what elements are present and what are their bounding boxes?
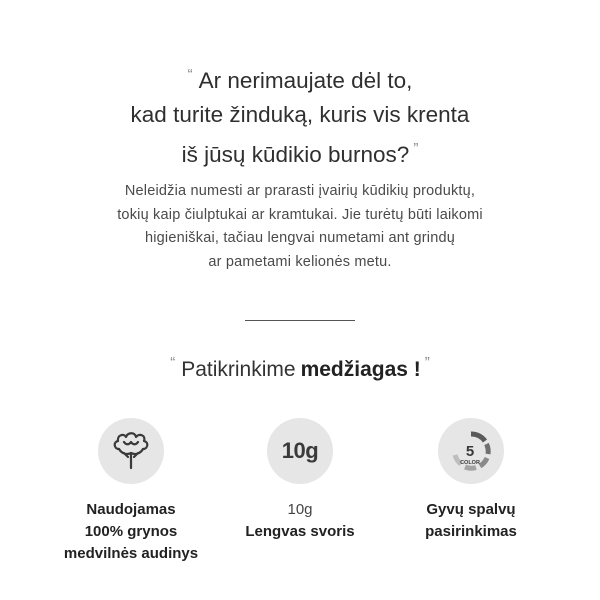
description-line-4: ar pametami kelionės metu. (208, 253, 392, 270)
color-count-label: COLOR (460, 460, 480, 466)
feature-cotton (36, 418, 226, 565)
color-wheel-icon (438, 418, 504, 484)
color-segment-1 (471, 434, 485, 441)
color-wheel-graphic (438, 418, 504, 484)
feature-colors-line-1: Gyvų spalvų (426, 501, 516, 518)
headline-line-3: iš jūsų kūdikio burnos? ” (181, 140, 419, 167)
feature-weight-line-2: Lengvas svoris (245, 523, 355, 540)
description (0, 180, 600, 274)
weight-10g-icon (267, 418, 333, 484)
subheadline: “ Patikrinkime medžiagas ! ” (170, 354, 430, 381)
feature-colors-text (376, 499, 566, 543)
close-quote-mark: ” (413, 140, 419, 157)
subheadline-emphasis: medžiagas ! (300, 358, 421, 381)
close-quote-mark: ” (424, 354, 430, 371)
description-line-1: Neleidžia numesti ar prarasti įvairių kūdikių produktų, (124, 183, 476, 199)
feature-weight-text (205, 499, 395, 543)
feature-cotton-line-1: Naudojamas (86, 501, 176, 518)
feature-weight-line-1: 10g (287, 501, 313, 518)
open-quote-mark: “ (170, 354, 176, 371)
description-line-2: tokių kaip čiulptukai ar kramtukai. Jie turėtų būti laikomi (117, 206, 483, 223)
feature-cotton-line-2: 100% grynos (84, 523, 178, 540)
section-divider (245, 320, 355, 321)
feature-colors (376, 418, 566, 543)
open-quote-mark: “ (187, 66, 193, 83)
cotton-icon (98, 418, 164, 484)
feature-cotton-line-3: medvilnės audinys (63, 545, 199, 562)
color-count-number: 5 (465, 443, 475, 460)
feature-cotton-text (36, 499, 226, 565)
feature-colors-line-2: pasirinkimas (425, 523, 517, 540)
cotton-icon-graphic (98, 418, 164, 484)
weight-icon-label: 10g (281, 438, 319, 463)
headline (0, 58, 600, 172)
headline-line-2: kad turite žinduką, kuris vis krenta (130, 102, 470, 127)
headline-line-1: “ Ar nerimaujate dėl to, (187, 66, 413, 93)
color-segment-4 (465, 467, 476, 468)
feature-weight (205, 418, 395, 543)
description-line-3: higieniškai, tačiau lengvai numetami ant grindų (144, 230, 456, 246)
color-segment-2 (487, 444, 489, 454)
color-segment-3 (480, 458, 487, 466)
